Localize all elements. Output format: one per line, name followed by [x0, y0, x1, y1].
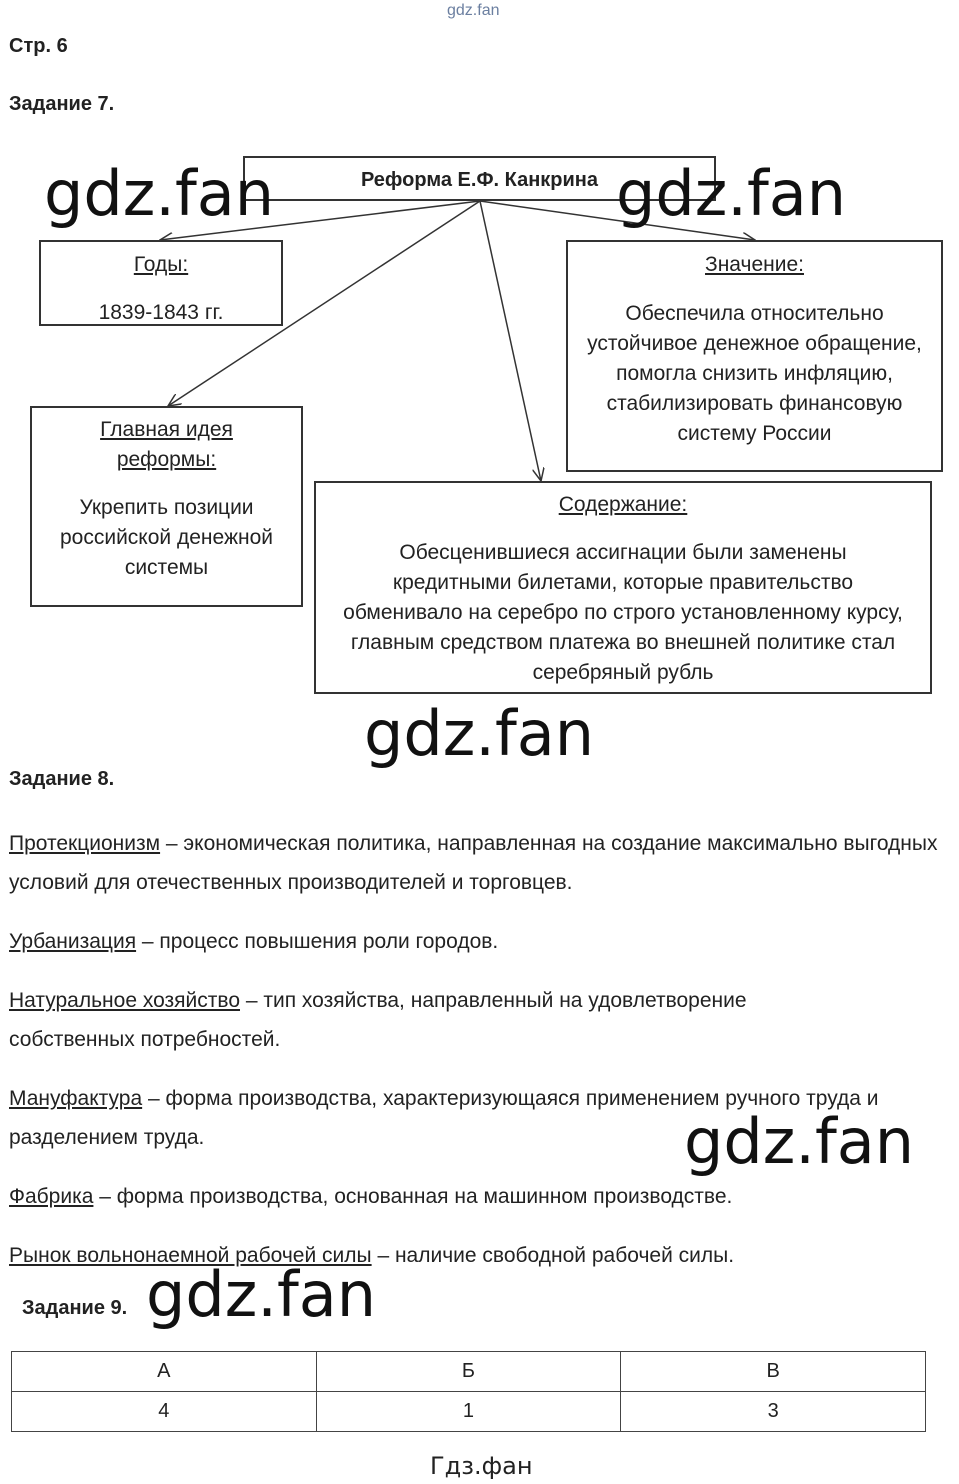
definition-text: – процесс повышения роли городов. — [136, 930, 499, 953]
table-cell: 3 — [621, 1392, 926, 1432]
term: Протекционизм — [9, 832, 161, 855]
term: Рынок вольнонаемной рабочей силы — [9, 1244, 372, 1267]
watermark-5: gdz.fan — [146, 1258, 377, 1331]
definition-text: – тип хозяйства, направленный на удовлетворение собственных потребностей. — [9, 989, 747, 1051]
term: Мануфактура — [9, 1087, 143, 1110]
meaning-box — [566, 240, 943, 472]
definition-text: – наличие свободной рабочей силы. — [371, 1244, 735, 1267]
definition-text: – форма производства, характеризующаяся применением ручного труда и разделением труда. — [9, 1087, 879, 1149]
table-header-cell: А — [12, 1352, 317, 1392]
content-box — [314, 481, 932, 694]
answer-table — [11, 1351, 926, 1432]
arrow-to-content — [480, 201, 541, 481]
content-text: Обесценившиеся ассигнации были заменены кредитными билетами, которые правительство обменивало на серебро по строго установленному курсу, главным средством платежа во внешней политике стал серебряный рубль — [343, 541, 903, 684]
main-idea-box — [30, 406, 303, 607]
term: Натуральное хозяйство — [9, 989, 240, 1012]
watermark-2: gdz.fan — [616, 157, 847, 230]
table-row — [12, 1392, 926, 1432]
years-text: 1839-1843 гг. — [98, 301, 224, 324]
content-label: Содержание: — [558, 493, 688, 516]
definition-text: – экономическая политика, направленная на создание максимально выгодных условий для отечественных производителей и торговцев. — [9, 832, 938, 894]
table-cell: 1 — [316, 1392, 621, 1432]
top-watermark: gdz.fan — [447, 2, 500, 19]
years-label: Годы: — [133, 253, 189, 276]
watermark-3: gdz.fan — [364, 697, 595, 770]
definition-text: – форма производства, основанная на машинном производстве. — [93, 1185, 733, 1208]
task7-heading: Задание 7. — [9, 93, 115, 115]
table-row — [12, 1352, 926, 1392]
task8-heading: Задание 8. — [9, 768, 115, 790]
footer-watermark: Гдз.фан — [430, 1452, 533, 1480]
main-idea-text: Укрепить позиции российской денежной системы — [59, 496, 273, 579]
task9-heading: Задание 9. — [22, 1297, 128, 1319]
definition-urbanization — [9, 922, 939, 961]
years-box — [39, 240, 283, 326]
table-header-cell: Б — [316, 1352, 621, 1392]
table-header-cell: В — [621, 1352, 926, 1392]
term: Фабрика — [9, 1185, 94, 1208]
meaning-text: Обеспечила относительно устойчивое денежное обращение, помогла снизить инфляцию, стабилизировать финансовую систему России — [587, 302, 922, 445]
reform-title: Реформа Е.Ф. Канкрина — [360, 169, 599, 191]
definition-natural-economy — [9, 981, 839, 1059]
definition-factory — [9, 1177, 939, 1216]
term: Урбанизация — [9, 930, 137, 953]
main-idea-label: Главная идея реформы: — [100, 418, 233, 471]
page-reference: Стр. 6 — [9, 35, 68, 57]
definition-protectionism — [9, 824, 939, 902]
watermark-4: gdz.fan — [684, 1105, 915, 1178]
table-cell: 4 — [12, 1392, 317, 1432]
watermark-1: gdz.fan — [44, 157, 275, 230]
meaning-label: Значение: — [705, 253, 804, 276]
